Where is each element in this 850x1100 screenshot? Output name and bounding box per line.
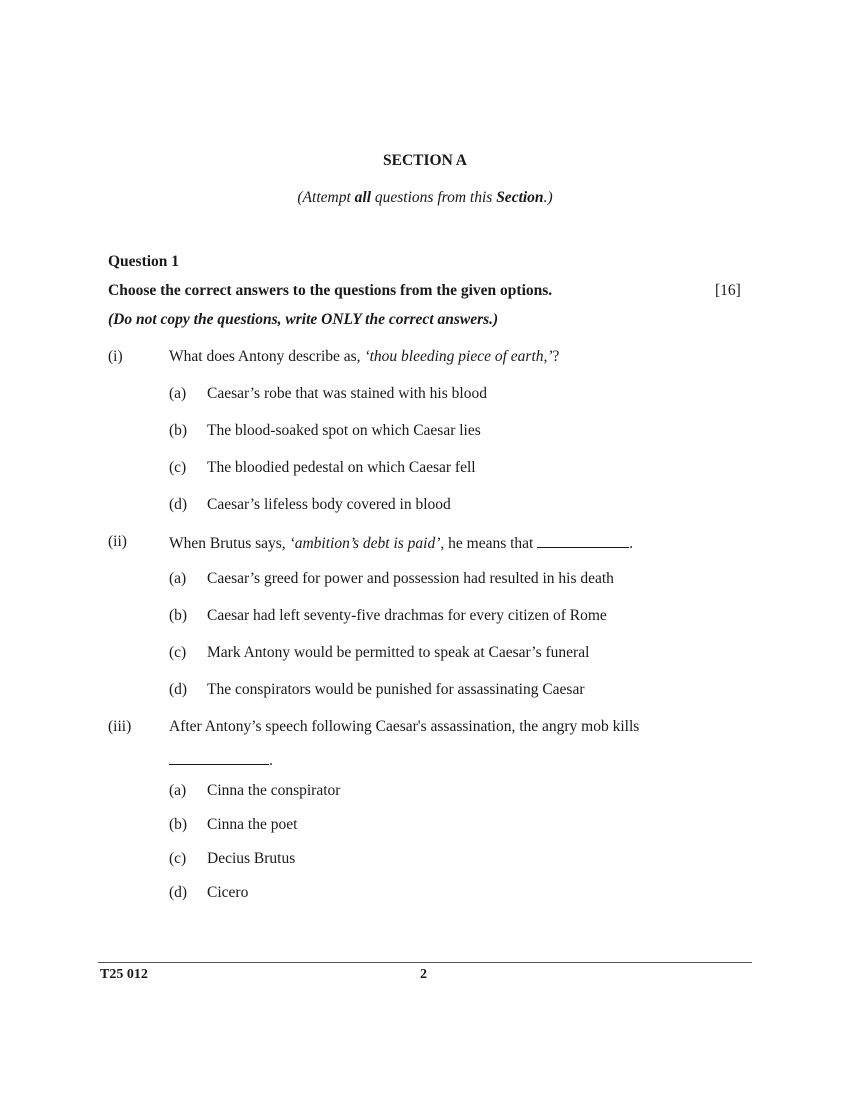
option-text: Caesar’s robe that was stained with his blood [207,385,487,402]
footer-rule [98,962,752,963]
option-text: Caesar’s lifeless body covered in blood [207,496,451,513]
item-question: When Brutus says, ‘ambition’s debt is paid’, he means that . [169,535,634,552]
option-letter: (b) [169,422,188,439]
option-text: Cicero [207,884,249,901]
option-text: The bloodied pedestal on which Caesar fell [207,459,476,476]
footer-code: T25 012 [100,967,148,982]
question-marks: [16] [715,282,741,299]
option-text: The blood-soaked spot on which Caesar lies [207,422,481,439]
question-label: Question 1 [108,253,180,270]
option-letter: (d) [169,681,188,698]
option-letter: (c) [169,850,187,867]
option-letter: (c) [169,644,187,661]
option-text: Caesar’s greed for power and possession had resulted in his death [207,570,614,587]
item-answer-line: . [169,750,273,770]
item-number: (ii) [108,533,127,550]
option-letter: (a) [169,782,187,799]
option-letter: (b) [169,607,188,624]
option-letter: (d) [169,496,188,513]
question-prompt: Choose the correct answers to the questions from the given options. [108,282,553,299]
item-question: What does Antony describe as, ‘thou bleeding piece of earth,’? [169,348,560,365]
page-number: 2 [420,967,427,982]
item-number: (iii) [108,718,132,735]
option-text: Cinna the conspirator [207,782,341,799]
option-letter: (a) [169,570,187,587]
option-letter: (d) [169,884,188,901]
item-number: (i) [108,348,123,365]
answer-blank [537,533,629,548]
option-text: Cinna the poet [207,816,298,833]
answer-blank [169,750,269,765]
option-text: Mark Antony would be permitted to speak at Caesar’s funeral [207,644,590,661]
option-letter: (a) [169,385,187,402]
option-letter: (b) [169,816,188,833]
question-note: (Do not copy the questions, write ONLY the correct answers.) [108,311,499,328]
item-question: After Antony’s speech following Caesar's assassination, the angry mob kills [169,718,640,735]
option-letter: (c) [169,459,187,476]
section-instruction: (Attempt all questions from this Section.) [297,189,553,206]
option-text: Caesar had left seventy-five drachmas for every citizen of Rome [207,607,607,624]
section-title: SECTION A [383,152,467,169]
option-text: The conspirators would be punished for assassinating Caesar [207,681,585,698]
option-text: Decius Brutus [207,850,296,867]
